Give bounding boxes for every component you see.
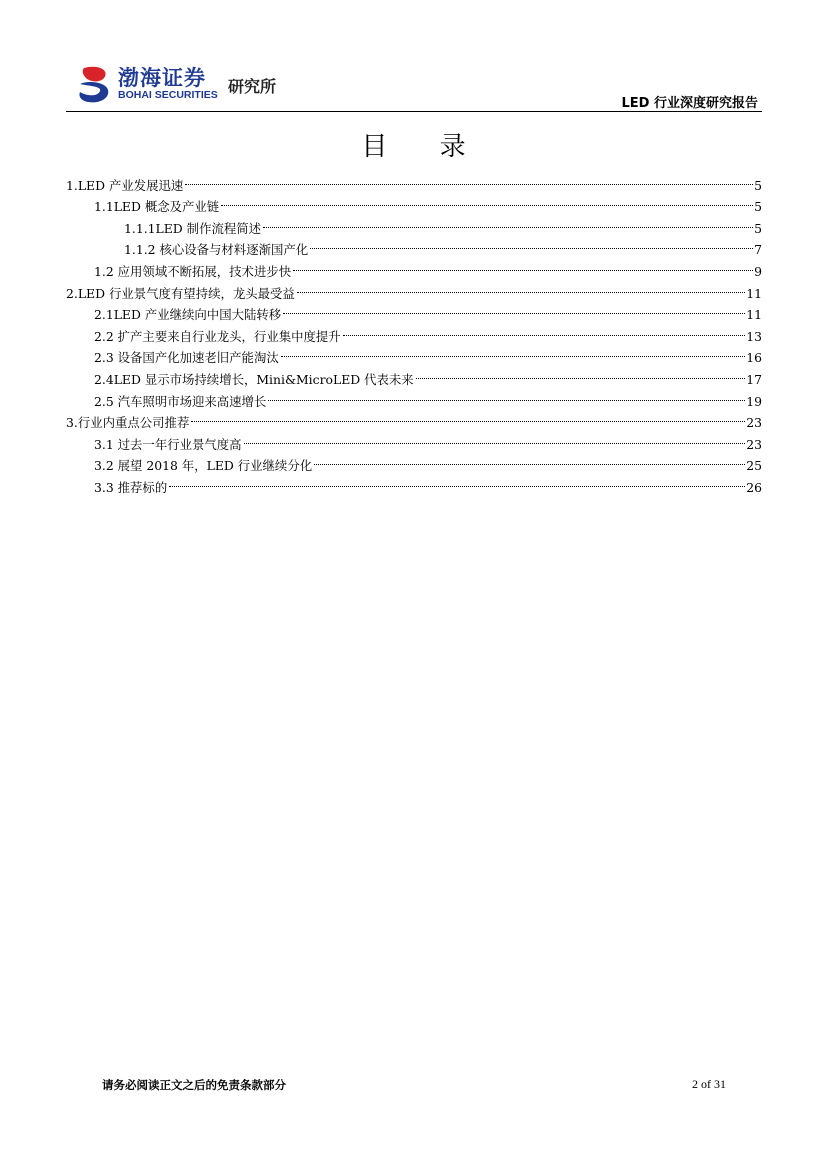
toc-entry-label: 2.LED 行业景气度有望持续，龙头最受益 <box>66 285 295 301</box>
logo-chinese-name: 渤海证券 <box>118 66 206 90</box>
toc-entry-label: 1.1.1LED 制作流程简述 <box>124 220 262 236</box>
toc-entry-page: 11 <box>746 285 762 301</box>
toc-entry-page: 19 <box>746 393 762 409</box>
toc-dot-leader <box>185 168 753 190</box>
toc-entry-label: 2.3 设备国产化加速老旧产能淘汰 <box>94 350 279 366</box>
header-divider <box>66 111 762 112</box>
toc-entry[interactable] <box>66 233 762 258</box>
toc-entry[interactable] <box>66 319 762 344</box>
toc-entry-page: 23 <box>746 436 762 452</box>
toc-entry-page: 5 <box>754 220 762 236</box>
toc-entry-page: 26 <box>746 479 762 495</box>
toc-entry[interactable] <box>66 298 762 323</box>
logo-department: 研究所 <box>228 77 277 96</box>
toc-entry-page: 13 <box>746 328 762 344</box>
toc-dot-leader <box>263 211 753 233</box>
toc-entry-page: 5 <box>754 199 762 215</box>
table-of-contents <box>66 168 762 495</box>
toc-dot-leader <box>314 449 745 471</box>
toc-entry-label: 1.1.2 核心设备与材料逐渐国产化 <box>124 242 309 258</box>
toc-entry[interactable] <box>66 341 762 366</box>
bohai-logo-icon <box>78 64 112 104</box>
toc-entry-label: 3.1 过去一年行业景气度高 <box>94 436 242 452</box>
toc-dot-leader <box>268 384 745 406</box>
toc-entry-page: 16 <box>746 350 762 366</box>
toc-entry-label: 2.5 汽车照明市场迎来高速增长 <box>94 393 267 409</box>
toc-dot-leader <box>221 190 753 212</box>
report-title: LED 行业深度研究报告 <box>621 96 758 111</box>
toc-entry-label: 2.4LED 显示市场持续增长，Mini&MicroLED 代表未来 <box>94 371 414 387</box>
toc-entry[interactable] <box>66 427 762 452</box>
toc-entry-label: 3.行业内重点公司推荐 <box>66 415 190 431</box>
toc-dot-leader <box>343 319 746 341</box>
toc-entry-page: 17 <box>746 371 762 387</box>
toc-entry[interactable] <box>66 254 762 279</box>
toc-dot-leader <box>281 341 745 363</box>
toc-entry-label: 2.2 扩产主要来自行业龙头，行业集中度提升 <box>94 328 341 344</box>
toc-dot-leader <box>191 406 745 428</box>
toc-dot-leader <box>283 298 745 320</box>
toc-entry[interactable] <box>66 406 762 431</box>
toc-dot-leader <box>169 470 745 492</box>
toc-entry-page: 9 <box>754 263 762 279</box>
toc-entry-page: 11 <box>746 307 762 323</box>
toc-entry-page: 5 <box>754 177 762 193</box>
toc-entry[interactable] <box>66 168 762 193</box>
company-logo <box>78 62 298 108</box>
logo-english-name: BOHAI SECURITIES <box>118 89 218 101</box>
toc-entry-label: 1.1LED 概念及产业链 <box>94 199 220 215</box>
toc-dot-leader <box>297 276 745 298</box>
toc-dot-leader <box>310 233 753 255</box>
toc-entry-label: 1.2 应用领域不断拓展，技术进步快 <box>94 263 292 279</box>
toc-entry-page: 7 <box>754 242 762 258</box>
toc-entry[interactable] <box>66 190 762 215</box>
toc-entry-label: 3.2 展望 2018 年，LED 行业继续分化 <box>94 458 313 474</box>
page-number: 2 of 31 <box>692 1077 726 1091</box>
page-header <box>0 0 827 120</box>
toc-heading: 目 录 <box>361 132 488 162</box>
toc-dot-leader <box>416 362 746 384</box>
disclaimer-note: 请务必阅读正文之后的免责条款部分 <box>102 1078 286 1092</box>
toc-dot-leader <box>293 254 753 276</box>
toc-entry-label: 2.1LED 产业继续向中国大陆转移 <box>94 307 282 323</box>
toc-entry[interactable] <box>66 384 762 409</box>
toc-entry[interactable] <box>66 470 762 495</box>
toc-entry[interactable] <box>66 276 762 301</box>
toc-dot-leader <box>244 427 746 449</box>
toc-entry[interactable] <box>66 362 762 387</box>
toc-entry-label: 1.LED 产业发展迅速 <box>66 177 184 193</box>
toc-entry[interactable] <box>66 449 762 474</box>
toc-entry-page: 23 <box>746 415 762 431</box>
toc-entry-page: 25 <box>746 458 762 474</box>
toc-entry-label: 3.3 推荐标的 <box>94 479 168 495</box>
toc-entry[interactable] <box>66 211 762 236</box>
